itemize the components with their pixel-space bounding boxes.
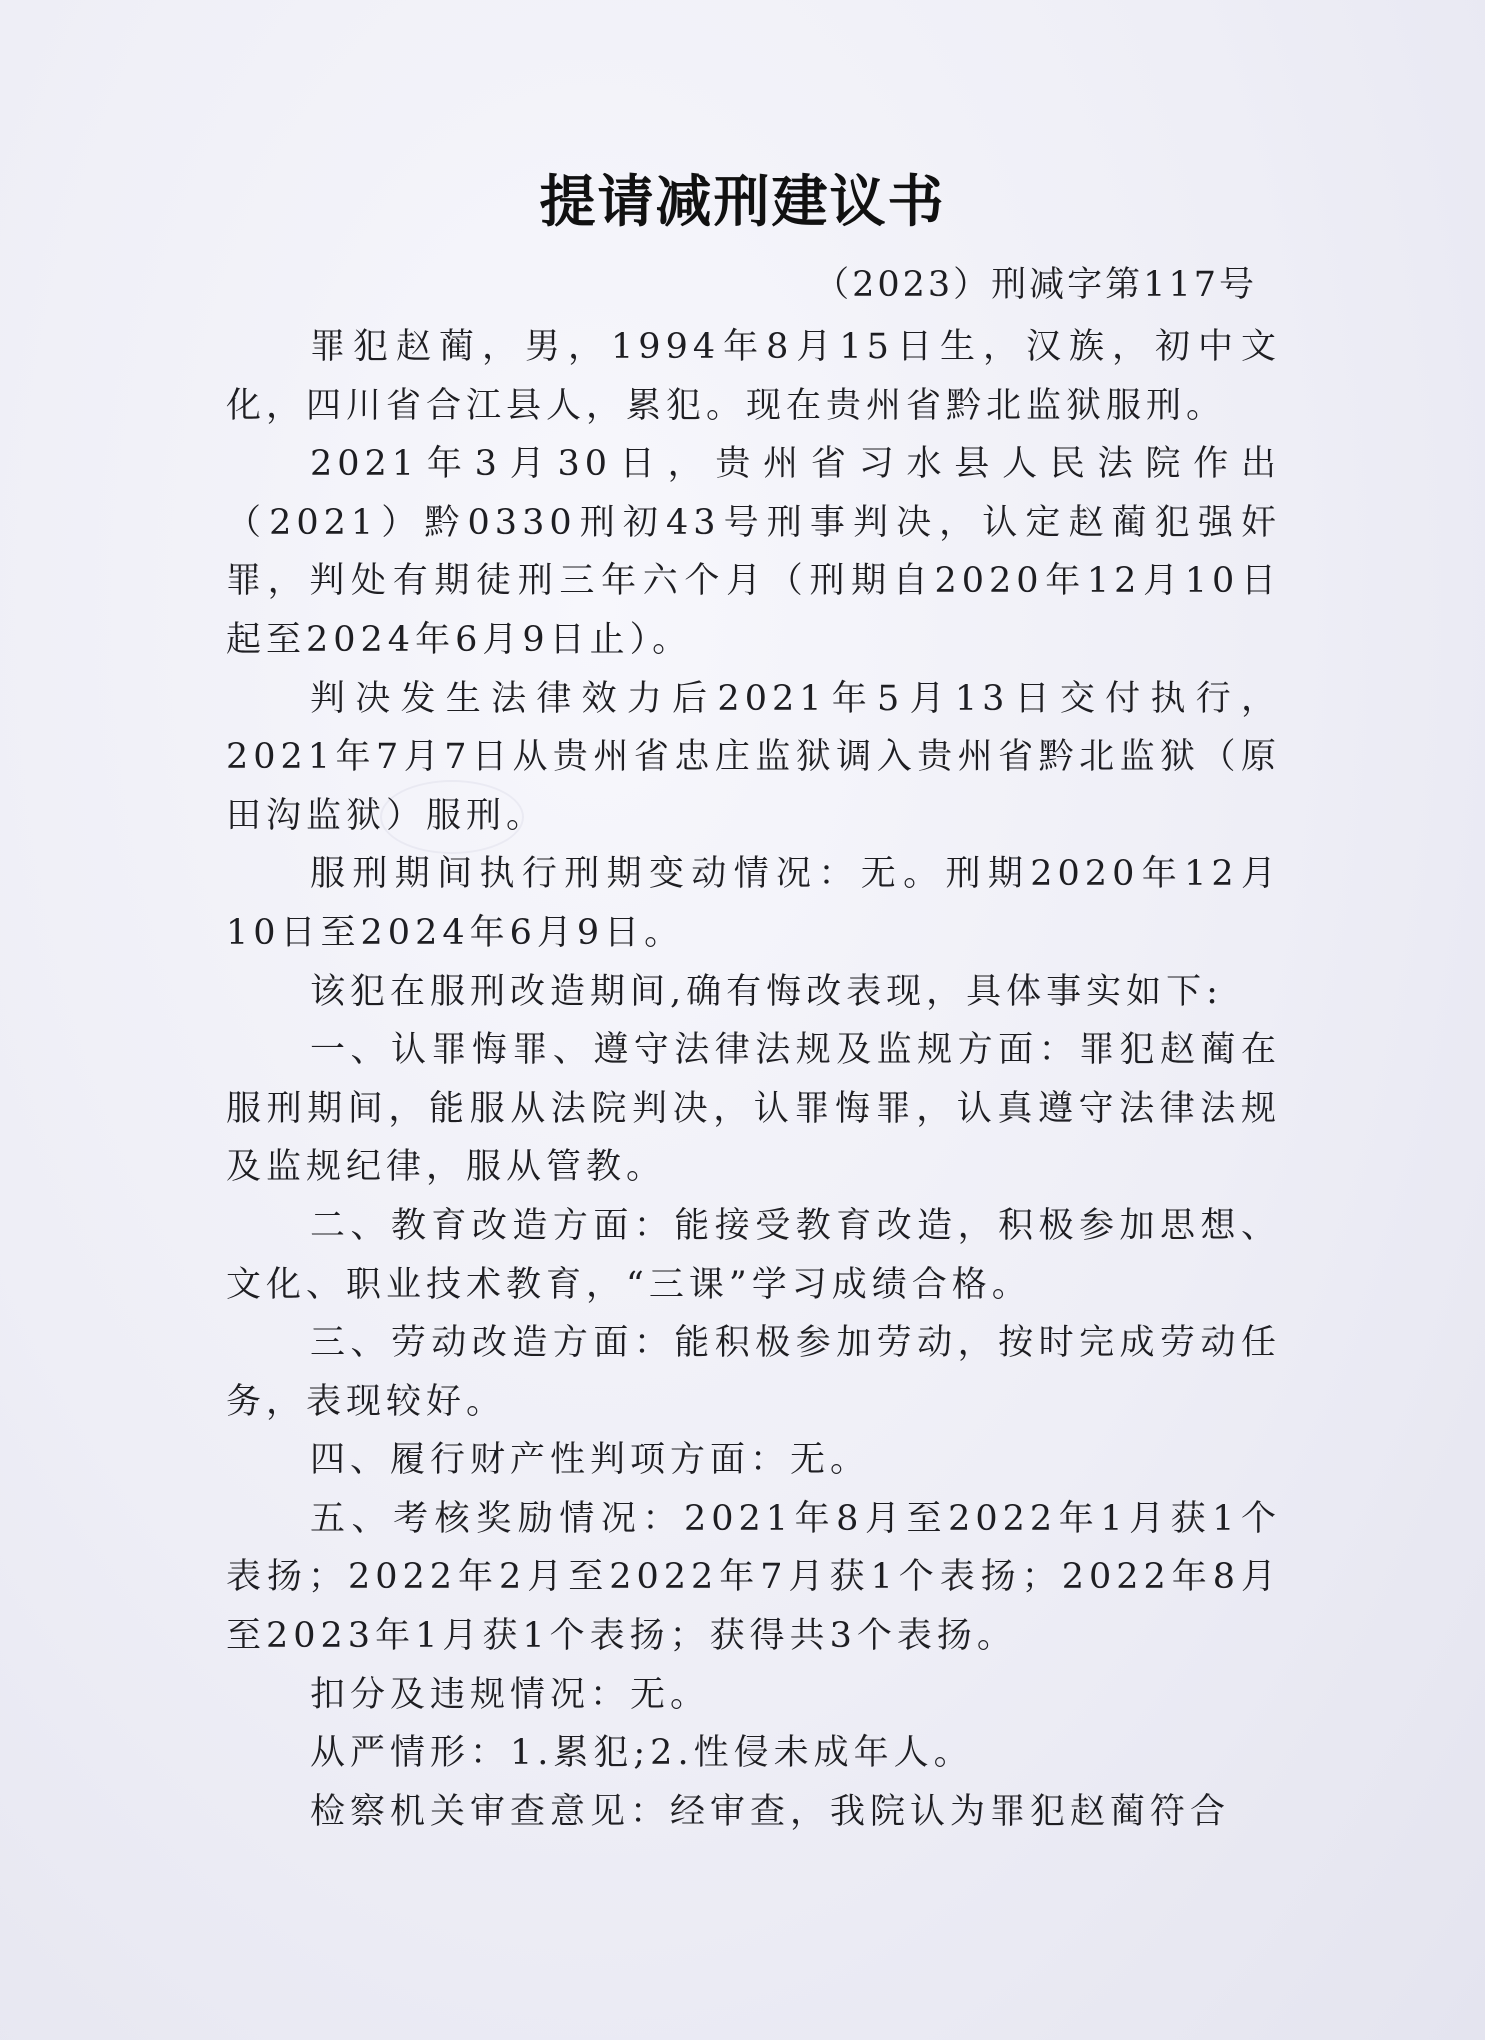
document-body xyxy=(226,318,1281,1841)
paragraph-education: 二、教育改造方面：能接受教育改造，积极参加思想、文化、职业技术教育，“三课”学习成绩合格。 xyxy=(226,1205,1281,1305)
paragraph-rewards: 五、考核奖励情况：2021年8月至2022年1月获1个表扬；2022年2月至2022年7月获1个表扬；2022年8月至2023年1月获1个表扬；获得共3个表扬。 xyxy=(226,1498,1281,1657)
paragraph-facts-intro: 该犯在服刑改造期间,确有悔改表现，具体事实如下: xyxy=(310,971,1223,1012)
document-title: 提请减刑建议书 xyxy=(539,170,946,235)
paragraph-property: 四、履行财产性判项方面：无。 xyxy=(310,1440,871,1481)
paragraph-sentence-change: 服刑期间执行刑期变动情况：无。刑期2020年12月10日至2024年6月9日。 xyxy=(226,854,1281,953)
paragraph-repentance: 一、认罪悔罪、遵守法律法规及监规方面：罪犯赵蔺在服刑期间，能服从法院判决，认罪悔罪，认真遵守法律法规及监规纪律，服从管教。 xyxy=(226,1030,1281,1188)
paragraph-procuratorate-opinion: 检察机关审查意见：经审查，我院认为罪犯赵蔺符合 xyxy=(310,1791,1231,1832)
paragraph-criminal-info: 罪犯赵蔺，男，1994年8月15日生，汉族，初中文化，四川省合江县人，累犯。现在贵州省黔北监狱服刑。 xyxy=(226,327,1281,426)
paragraph-strict-circumstances: 从严情形：1.累犯;2.性侵未成年人。 xyxy=(310,1733,974,1774)
paragraph-judgment: 2021年3月30日，贵州省习水县人民法院作出（2021）黔0330刑初43号刑事判决，认定赵蔺犯强奸罪，判处有期徒刑三年六个月（刑期自2020年12月10日起至2024年6月9日止）。 xyxy=(226,444,1281,660)
document-number: （2023）刑减字第117号 xyxy=(814,265,1257,305)
paragraph-execution: 判决发生法律效力后2021年5月13日交付执行，2021年7月7日从贵州省忠庄监狱调入贵州省黔北监狱（原田沟监狱）服刑。 xyxy=(226,678,1281,836)
paragraph-violations: 扣分及违规情况：无。 xyxy=(310,1674,711,1715)
paragraph-labor: 三、劳动改造方面：能积极参加劳动，按时完成劳动任务，表现较好。 xyxy=(226,1323,1281,1422)
